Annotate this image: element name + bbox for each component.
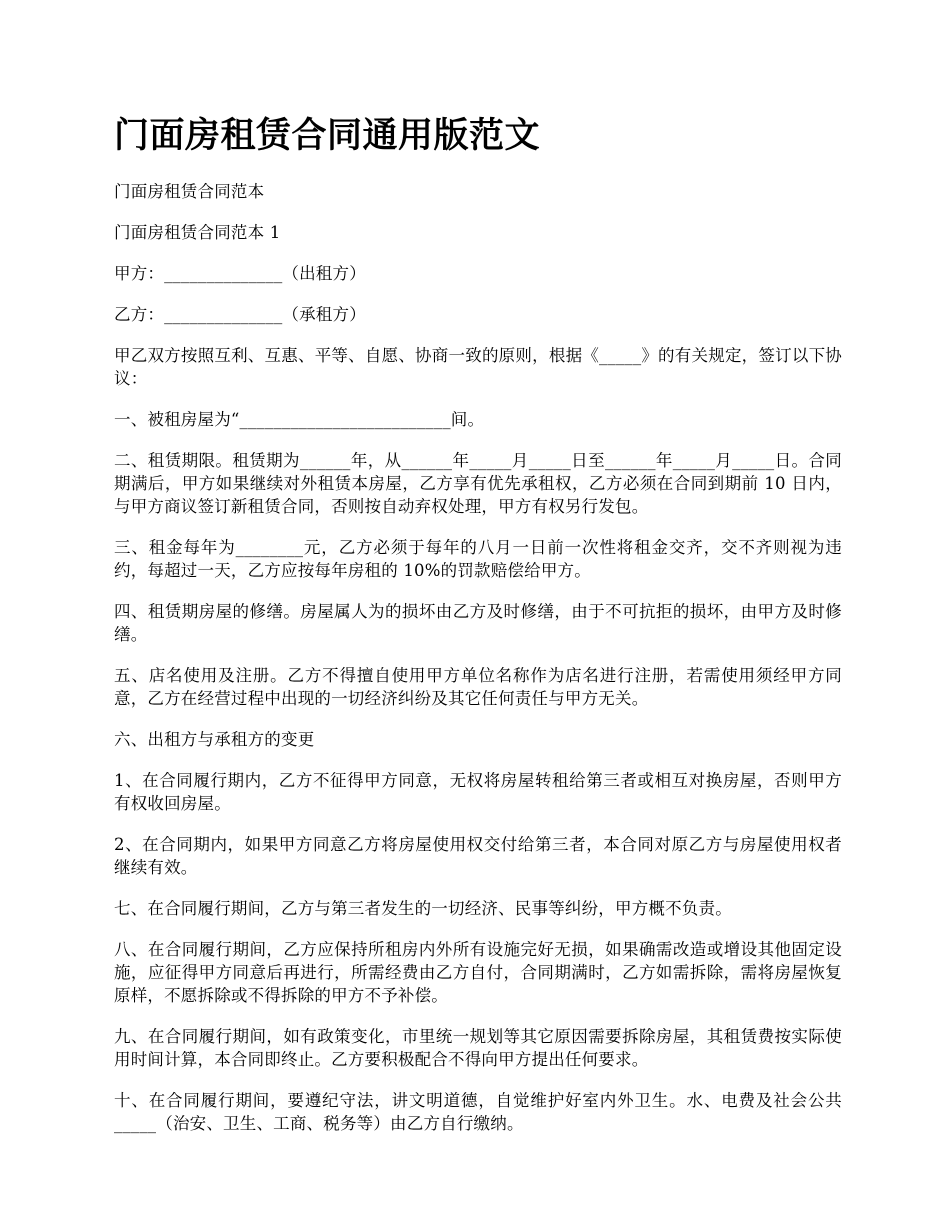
paragraph: 门面房租赁合同范本 1 xyxy=(114,223,281,242)
paragraph: 八、在合同履行期间，乙方应保持所租房内外所有设施完好无损，如果确需改造或增设其他固定设施，应征得甲方同意后再进行，所需经费由乙方自付，合同期满时，乙方如需拆除，需将房屋恢复原样，不愿拆除或不得拆除的甲方不予补偿。 xyxy=(114,940,842,1005)
paragraph: 七、在合同履行期间，乙方与第三者发生的一切经济、民事等纠纷，甲方概不负责。 xyxy=(114,899,732,918)
paragraph: 一、被租房屋为“_________________________间。 xyxy=(114,410,485,429)
document-page xyxy=(114,112,842,1153)
paragraph: 1、在合同履行期内，乙方不征得甲方同意，无权将房屋转租给第三者或相互对换房屋，否则甲方有权收回房屋。 xyxy=(114,771,842,813)
document-title: 门面房租赁合同通用版范文 xyxy=(114,116,541,156)
paragraph: 甲方：______________（出租方） xyxy=(114,264,366,283)
section-heading: 六、出租方与承租方的变更 xyxy=(114,730,315,749)
paragraph: 三、租金每年为________元，乙方必须于每年的八月一日前一次性将租金交齐，交不齐则视为违约，每超过一天，乙方应按每年房租的 10%的罚款赔偿给甲方。 xyxy=(114,538,842,580)
paragraph: 2、在合同期内，如果甲方同意乙方将房屋使用权交付给第三者，本合同对原乙方与房屋使用权者继续有效。 xyxy=(114,835,842,877)
paragraph: 二、租赁期限。租赁期为______年，从______年_____月_____日至______年_____月_____日。合同期满后，甲方如果继续对外租赁本房屋，乙方享有优先承租权，乙方必须在合同到期前 10 日内，与甲方商议签订新租赁合同，否则按自动弃权处理，甲方有权另行发包。 xyxy=(114,451,842,516)
paragraph: 九、在合同履行期间，如有政策变化，市里统一规划等其它原因需要拆除房屋，其租赁费按实际使用时间计算，本合同即终止。乙方要积极配合不得向甲方提出任何要求。 xyxy=(114,1027,842,1069)
paragraph: 十、在合同履行期间，要遵纪守法，讲文明道德，自觉维护好室内外卫生。水、电费及社会公共_____（治安、卫生、工商、税务等）由乙方自行缴纳。 xyxy=(114,1091,842,1133)
paragraph: 四、租赁期房屋的修缮。房屋属人为的损坏由乙方及时修缮，由于不可抗拒的损坏，由甲方及时修缮。 xyxy=(114,602,842,644)
paragraph: 甲乙双方按照互利、互惠、平等、自愿、协商一致的原则，根据《_____》的有关规定，签订以下协议： xyxy=(114,346,842,388)
paragraph: 五、店名使用及注册。乙方不得擅自使用甲方单位名称作为店名进行注册，若需使用须经甲方同意，乙方在经营过程中出现的一切经济纠纷及其它任何责任与甲方无关。 xyxy=(114,666,842,708)
paragraph: 门面房租赁合同范本 xyxy=(114,182,265,201)
paragraph: 乙方：______________（承租方） xyxy=(114,305,366,324)
